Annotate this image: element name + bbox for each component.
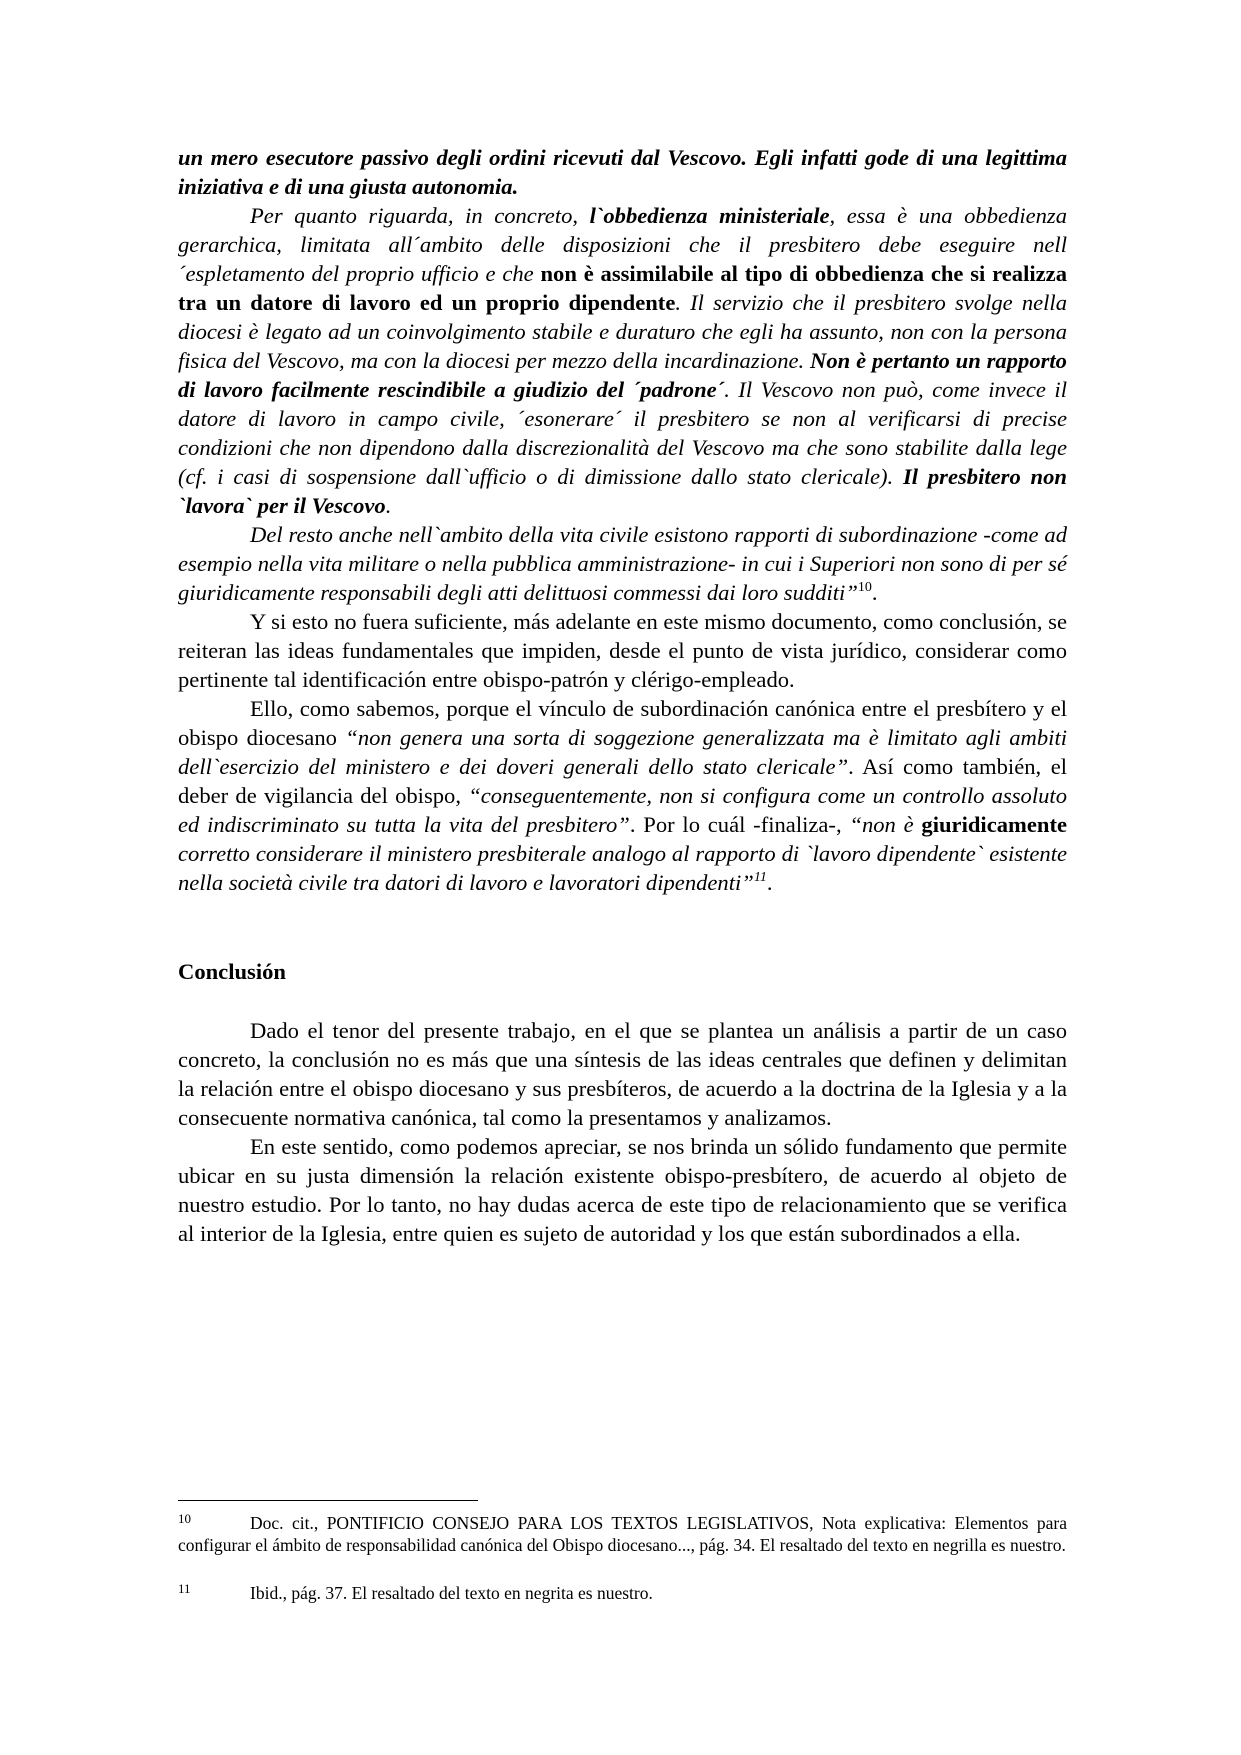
text-run-italic: corretto considerare il ministero presbiterale analogo al rapporto di `lavoro dipendente` esistente nella società civile tra datori di lavoro e lavoratori dipendenti” [178,841,1067,895]
text-run-bold: l`obbedienza ministeriale [589,203,830,228]
text-run: , essa è una obbedienza gerarchica, limitata all´ambito delle disposizioni che il presbitero debe eseguire nell´espletamento del proprio ufficio e che [178,203,1068,286]
text-run-bold: non è assimilabile al tipo di obbedienza che si realizza tra un datore di lavoro ed un proprio dipendente [178,261,1067,315]
quote-text-bold: un mero esecutore passivo degli ordini ricevuti dal Vescovo. Egli infatti gode di una legittima iniziativa e di una giusta autonomia. [178,145,1067,199]
footnote-separator [178,1500,478,1501]
footnote-text: Ibid., pág. 37. El resaltado del texto en negrita es nuestro. [250,1583,653,1603]
text-run: Del resto anche nell`ambito della vita civile esistono rapporti di subordinazione -come ad esempio nella vita militare o nella pubblica amministrazione- in cui i Superiori non sono di per sé giuridicamente responsabili degli atti delittuosi commessi dai loro sudditi” [178,522,1067,605]
text-run-italic: “conseguentemente, non si configura come un controllo assoluto ed indiscriminato su tutta la vita del presbitero” [178,783,1067,837]
paragraph-obedience [178,201,1067,520]
paragraph-continuation [178,143,1067,201]
paragraph-civil-life [178,520,1067,607]
footnote-text: Doc. cit., PONTIFICIO CONSEJO PARA LOS TEXTOS LEGISLATIVOS, Nota explicativa: Elementos para configurar el ámbito de responsabilidad canónica del Obispo diocesano..., pág. 34. El resaltado del texto en negrilla es nuestro. [178,1513,1067,1555]
footnote-ref[interactable]: 10 [857,580,872,595]
text-run-bold: giuridicamente [921,812,1068,837]
footnote-11 [178,1582,1067,1604]
footnote-number: 10 [178,1511,191,1526]
document-body [178,143,1067,1248]
text-run-bold: Il presbitero non `lavora` per il Vescovo [178,464,1067,518]
text-run: . Il Vescovo non può, come invece il datore di lavoro in campo civile, ´esonerare´ il presbitero se non al verificarsi di precise condizioni che non dipendono dalla discrezionalità del Vescovo ma che sono stabilite dalla lege (cf. i casi di sospensione dall`ufficio o di dimissione dallo stato clericale). [178,377,1067,489]
text-run: . Así como también, el deber de vigilancia del obispo, [178,754,1068,808]
text-run: . [385,493,392,518]
text-run: . [766,870,773,895]
footnote-10 [178,1512,1067,1556]
text-run: . Por lo cuál -finaliza-, [629,812,850,837]
text-run: Y si esto no fuera suficiente, más adelante en este mismo documento, como conclusión, se reiteran las ideas fundamentales que impiden, desde el punto de vista jurídico, considerar como pertinente tal identificación entre obispo-patrón y clérigo-empleado. [178,609,1067,692]
text-run: Per quanto riguarda, in concreto, [250,203,590,228]
text-run-italic: “non genera una sorta di soggezione generalizzata ma è limitato agli ambiti dell`esercizio del ministero e dei doveri generali dello stato clericale” [178,725,1067,779]
paragraph-conclusion-2: En este sentido, como podemos apreciar, se nos brinda un sólido fundamento que permite ubicar en su justa dimensión la relación existente obispo-presbítero, de acuerdo al objeto de nuestro estudio. Por lo tanto, no hay dudas acerca de este tipo de relacionamiento que se verifica al interior de la Iglesia, entre quien es sujeto de autoridad y los que están subordinados a ella. [178,1134,1067,1246]
text-run-italic: “non è [849,812,922,837]
section-heading: Conclusión [178,959,286,984]
paragraph-conclusion-1: Dado el tenor del presente trabajo, en el que se plantea un análisis a partir de un caso concreto, la conclusión no es más que una síntesis de las ideas centrales que definen y delimitan la relación entre el obispo diocesano y sus presbíteros, de acuerdo a la doctrina de la Iglesia y a la consecuente normativa canónica, tal como la presentamos y analizamos. [178,1018,1067,1130]
paragraph-reiteration [178,607,1067,694]
text-run-bold: Non è pertanto un rapporto di lavoro facilmente rescindibile a giudizio del ´padrone´ [178,348,1067,402]
footnote-number: 11 [178,1581,191,1596]
text-run: . Il servizio che il presbitero svolge nella diocesi è legato ad un coinvolgimento stabile e duraturo che egli ha assunto, non con la persona fisica del Vescovo, ma con la diocesi per mezzo della incardinazione. [178,290,1068,373]
text-run: . [871,580,878,605]
paragraph-subordination [178,694,1067,897]
footnote-ref[interactable]: 11 [753,870,767,885]
text-run: Ello, como sabemos, porque el vínculo de subordinación canónica entre el presbítero y el obispo diocesano [178,696,1067,750]
